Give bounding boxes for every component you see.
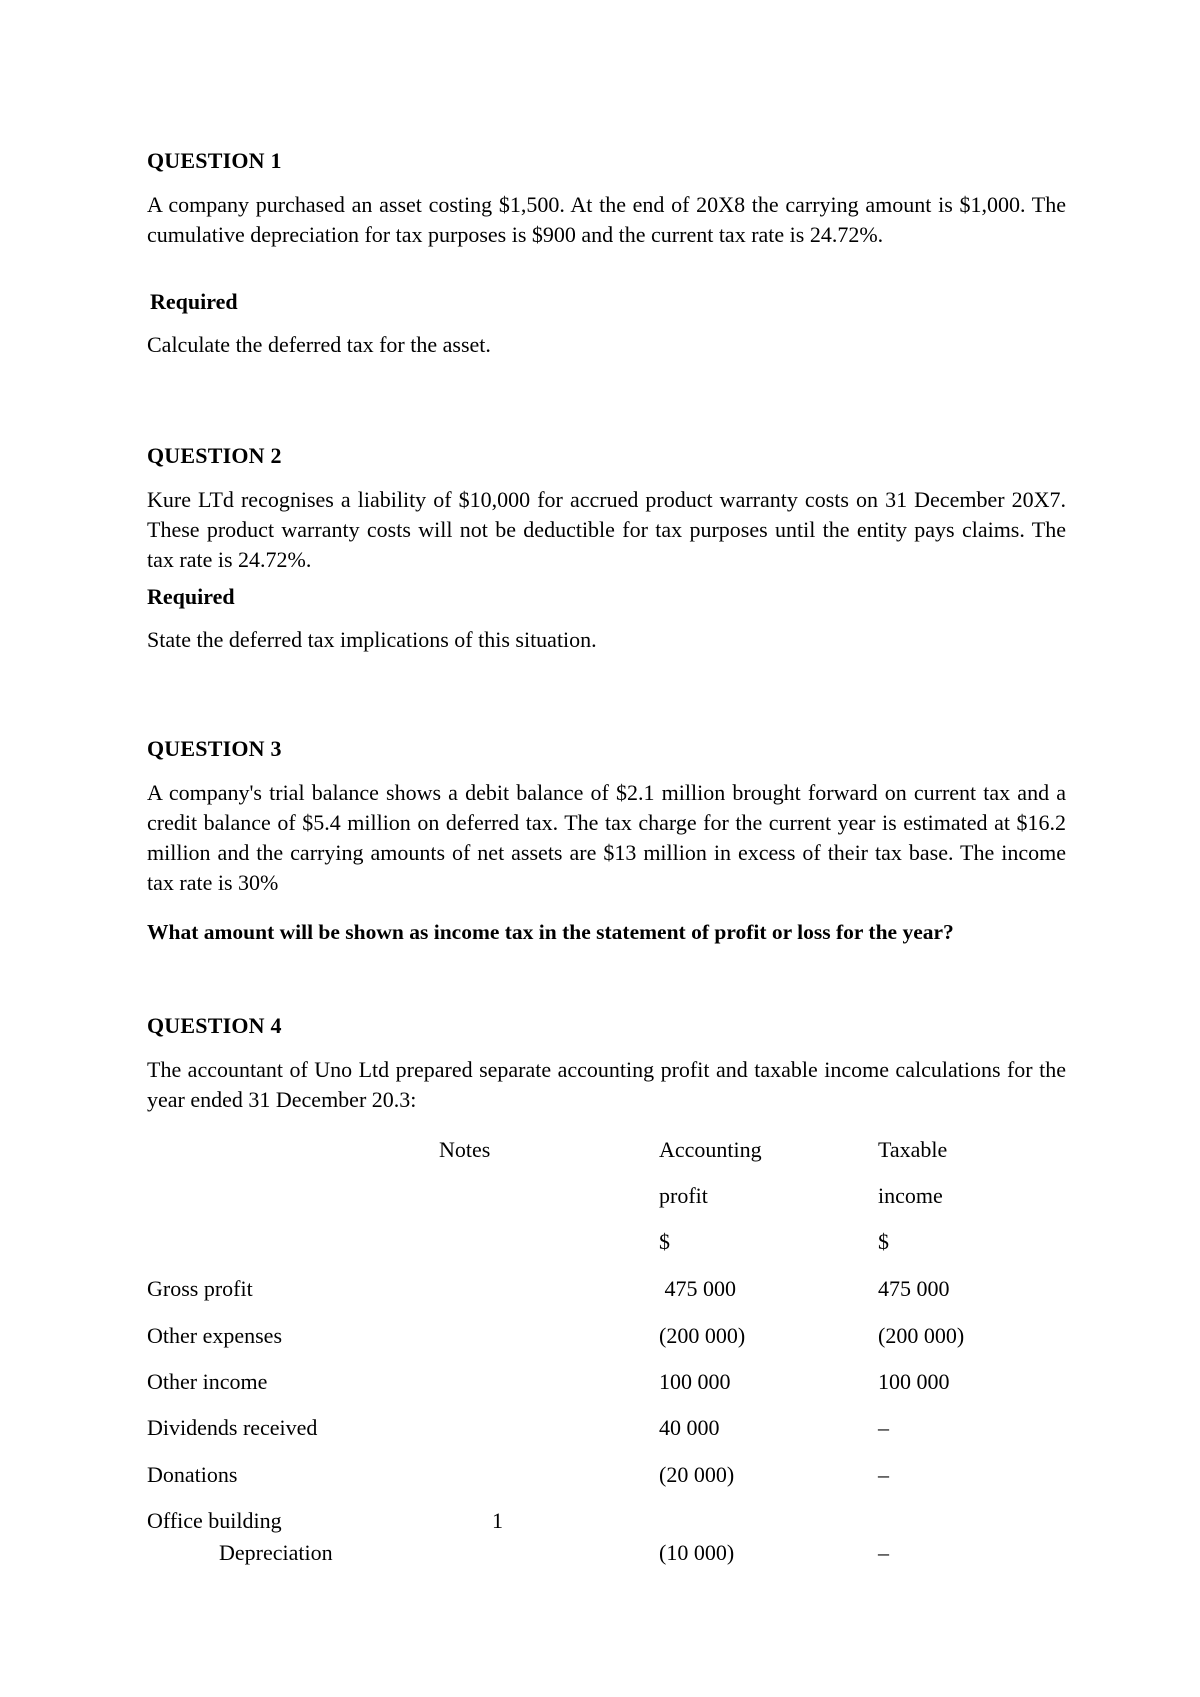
- question-2-task: State the deferred tax implications of this situation.: [147, 627, 597, 652]
- row-accounting-gross-profit: 475 000: [659, 1276, 736, 1301]
- row-accounting-other-expenses: (200 000): [659, 1323, 746, 1348]
- row-taxable-other-income: 100 000: [878, 1369, 950, 1394]
- question-1-heading: QUESTION 1: [147, 148, 282, 173]
- row-taxable-donations: –: [878, 1462, 889, 1487]
- row-label-depreciation: Depreciation: [219, 1540, 333, 1565]
- row-taxable-gross-profit: 475 000: [878, 1276, 950, 1301]
- row-taxable-depreciation: –: [878, 1540, 889, 1565]
- question-3-question: What amount will be shown as income tax in the statement of profit or loss for the year?: [147, 920, 954, 944]
- header-taxable-unit: $: [878, 1229, 889, 1254]
- row-label-dividends-received: Dividends received: [147, 1415, 318, 1440]
- row-label-other-income: Other income: [147, 1369, 268, 1394]
- question-3-text: A company's trial balance shows a debit balance of $2.1 million brought forward on current tax and a credit balance of $5.4 million on deferred tax. The tax charge for the current year is estimated at $16.2 million and the carrying amounts of net assets are $13 million in excess of their tax base. The income tax rate is 30%: [147, 780, 1066, 895]
- question-2-heading: QUESTION 2: [147, 443, 282, 468]
- row-accounting-other-income: 100 000: [659, 1369, 731, 1394]
- row-label-office-building: Office building: [147, 1508, 282, 1533]
- header-notes: Notes: [439, 1137, 491, 1162]
- row-label-other-expenses: Other expenses: [147, 1323, 283, 1348]
- row-accounting-donations: (20 000): [659, 1462, 735, 1487]
- row-label-donations: Donations: [147, 1462, 238, 1487]
- header-accounting-line1: Accounting: [659, 1137, 762, 1162]
- row-accounting-dividends-received: 40 000: [659, 1415, 720, 1440]
- question-1-task: Calculate the deferred tax for the asset.: [147, 332, 491, 357]
- row-taxable-dividends-received: –: [878, 1415, 889, 1440]
- row-note-office-building: 1: [492, 1508, 503, 1533]
- question-4-text: The accountant of Uno Ltd prepared separate accounting profit and taxable income calculations for the year ended 31 December 20.3:: [147, 1057, 1066, 1112]
- header-accounting-line2: profit: [659, 1183, 708, 1208]
- question-2-required: Required: [147, 584, 235, 609]
- header-taxable-line1: Taxable: [878, 1137, 948, 1162]
- question-4-heading: QUESTION 4: [147, 1013, 282, 1038]
- question-1-text: A company purchased an asset costing $1,500. At the end of 20X8 the carrying amount is $1,000. The cumulative depreciation for tax purposes is $900 and the current tax rate is 24.72%.: [147, 192, 1066, 247]
- row-taxable-other-expenses: (200 000): [878, 1323, 965, 1348]
- question-3-heading: QUESTION 3: [147, 736, 282, 761]
- question-1-required: Required: [150, 289, 238, 314]
- question-2-text: Kure LTd recognises a liability of $10,000 for accrued product warranty costs on 31 December 20X7. These product warranty costs will not be deductible for tax purposes until the entity pays claims. The tax rate is 24.72%.: [147, 487, 1066, 572]
- row-label-gross-profit: Gross profit: [147, 1276, 253, 1301]
- header-taxable-line2: income: [878, 1183, 943, 1208]
- header-accounting-unit: $: [659, 1229, 670, 1254]
- row-accounting-depreciation: (10 000): [659, 1540, 735, 1565]
